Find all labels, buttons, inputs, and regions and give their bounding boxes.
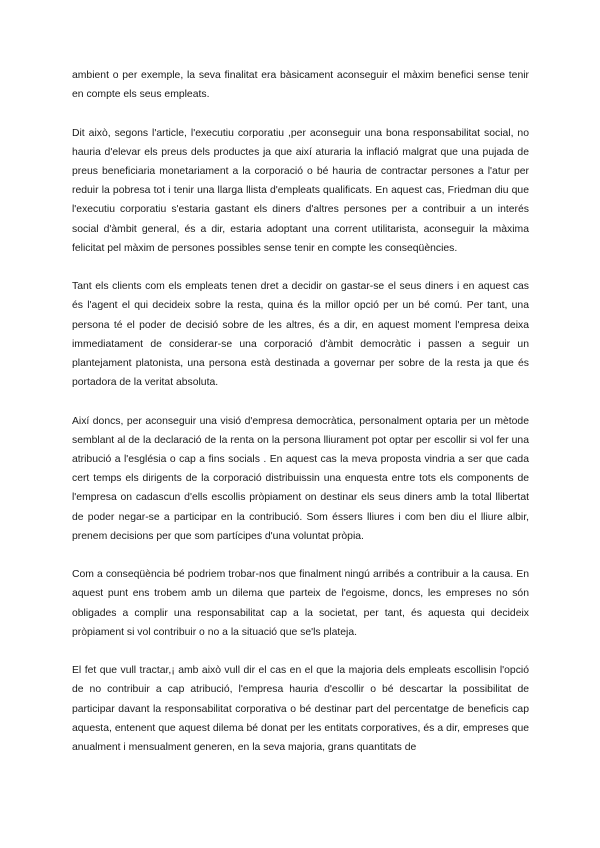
paragraph-3: Tant els clients com els empleats tenen dret a decidir on gastar-se el seus diners i en aquest cas és l'agent el qui decideix sobre la resta, quina és la millor opció per un bé comú. Per tant, una persona té el poder de decisió sobre de les altres, és a dir, en aquest moment l'empresa deixa immediatament de considerar-se una corporació d'àmbit democràtic i passen a seguir un plantejament platonista, una persona està destinada a governar per sobre de la resta ja que és portadora de la veritat absoluta.	[72, 281, 529, 389]
paragraph-6: El fet que vull tractar,¡ amb això vull dir el cas en el que la majoria dels empleats escollisin l'opció de no contribuir a cap atribució, l'empresa hauria d'escollir o bé descartar la possibilitat de participar davant la responsabilitat corporativa o bé destinar part del percentatge de beneficis cap aquesta, entenent que aquest dilema bé donat per les entitats corporatives, és a dir, empreses que anualment i mensualment generen, en la seva majoria, grans quantitats de	[72, 665, 529, 754]
paragraph-2: Dit això, segons l'article, l'executiu corporatiu ,per aconseguir una bona responsabilitat social, no hauria d'elevar els preus dels productes ja que així aturaria la inflació malgrat que una pujada de preus beneficiaria monetariament a la corporació o bé hauria de contractar persones a l'atur per reduir la pobresa tot i tenir una llarga llista d'empleats qualificats. En aquest cas, Friedman diu que l'executiu corporatiu s'estaria gastant els diners d'altres persones per a contribuir a un interés social d'àmbit general, és a dir, estaria adoptant una corrent utilitarista, aconseguir la màxima felicitat pel màxim de persones possibles sense tenir en compte les conseqüències.	[72, 127, 529, 254]
paragraph-1: ambient o per exemple, la seva finalitat era bàsicament aconseguir el màxim benefici sense tenir en compte els seus empleats.	[72, 70, 529, 101]
paragraph-5: Com a conseqüència bé podriem trobar-nos que finalment ningú arribés a contribuir a la causa. En aquest punt ens trobem amb un dilema que parteix de l'egoisme, doncs, les empreses no són obligades a complir una responsabilitat cap a la societat, per tant, és aquesta qui decideix pròpiament si vol contribuir o no a la situació que se'ls plateja.	[72, 569, 529, 638]
paragraph-4: Així doncs, per aconseguir una visió d'empresa democràtica, personalment optaria per un mètode semblant al de la declaració de la renta on la persona lliurament pot optar per escollir si vol fer una atribució a l'església o cap a fins socials . En aquest cas la meva proposta vindria a ser que cada cert temps els dirigents de la corporació distribuissin una enquesta entre tots els components de l'empresa on cadascun d'ells escollis pròpiament on destinar els seus diners amb la total llibertat de poder negar-se a participar en la contribució. Som éssers lliures i com ben diu el lliure albir, prenem decisions per que som partícipes d'una voluntat pròpia.	[72, 415, 529, 542]
document-page	[72, 66, 529, 776]
